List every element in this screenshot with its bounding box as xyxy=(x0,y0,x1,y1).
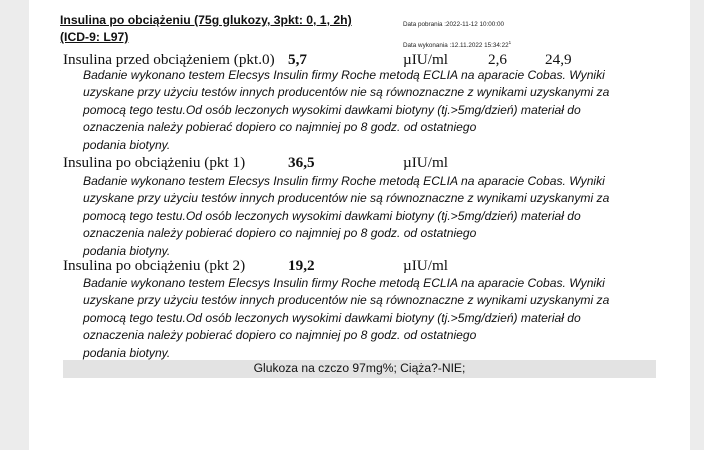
result-unit-pkt2: µIU/ml xyxy=(403,257,449,274)
result-note-pkt1: Badanie wykonano testem Elecsys Insulin firmy Roche metodą ECLIA na aparacie Cobas. Wyniki uzyskane przy użyciu testów innych producentów nie są równoznaczne z wynikami uzyskanymi za pomocą tego testu.Od osób leczonych wysokimi dawkami biotyny (tj.>5mg/dzień) materiał do oznaczenia należy pobierać dopiero co najmniej po 8 godz. od ostatniego podania biotyny. xyxy=(83,174,610,258)
result-value-pkt1: 36,5 xyxy=(288,154,315,171)
result-label-pkt0: Insulina przed obciążeniem (pkt.0) xyxy=(63,51,275,68)
reference-range-low: 2,6 xyxy=(488,51,507,68)
result-value-pkt2: 19,2 xyxy=(288,257,315,274)
result-value-pkt0: 5,7 xyxy=(288,51,307,68)
result-label-pkt2: Insulina po obciążeniu (pkt 2) xyxy=(63,257,246,274)
test-title: Insulina po obciążeniu (75g glukozy, 3pkt: 0, 1, 2h) xyxy=(60,13,352,27)
test-icd-code: (ICD-9: L97) xyxy=(60,30,129,44)
date-performed: Data wykonania :12.11.2022 $15:34:22^1$ xyxy=(403,40,512,50)
footer-comment: Glukoza na czczo 97mg%; Ciąża?-NIE; xyxy=(253,361,466,375)
result-unit-pkt0: µIU/ml xyxy=(403,51,449,68)
footer-comment-bar xyxy=(63,360,656,378)
date-collected: Data pobrania :2022-11-12 10:00:00 xyxy=(403,21,505,28)
result-unit-pkt1: µIU/ml xyxy=(403,154,449,171)
result-note-pkt0: Badanie wykonano testem Elecsys Insulin firmy Roche metodą ECLIA na aparacie Cobas. Wyniki uzyskane przy użyciu testów innych producentów nie są równoznaczne z wynikami uzyskanymi za pomocą tego testu.Od osób leczonych wysokimi dawkami biotyny (tj.>5mg/dzień) materiał do oznaczenia należy pobierać dopiero co najmniej po 8 godz. od ostatniego podania biotyny. xyxy=(83,68,610,152)
result-note-pkt2: Badanie wykonano testem Elecsys Insulin firmy Roche metodą ECLIA na aparacie Cobas. Wyniki uzyskane przy użyciu testów innych producentów nie są równoznaczne z wynikami uzyskanymi za pomocą tego testu.Od osób leczonych wysokimi dawkami biotyny (tj.>5mg/dzień) materiał do oznaczenia należy pobierać dopiero co najmniej po 8 godz. od ostatniego podania biotyny. xyxy=(83,276,610,360)
result-label-pkt1: Insulina po obciążeniu (pkt 1) xyxy=(63,154,246,171)
reference-range-high: 24,9 xyxy=(545,51,572,68)
